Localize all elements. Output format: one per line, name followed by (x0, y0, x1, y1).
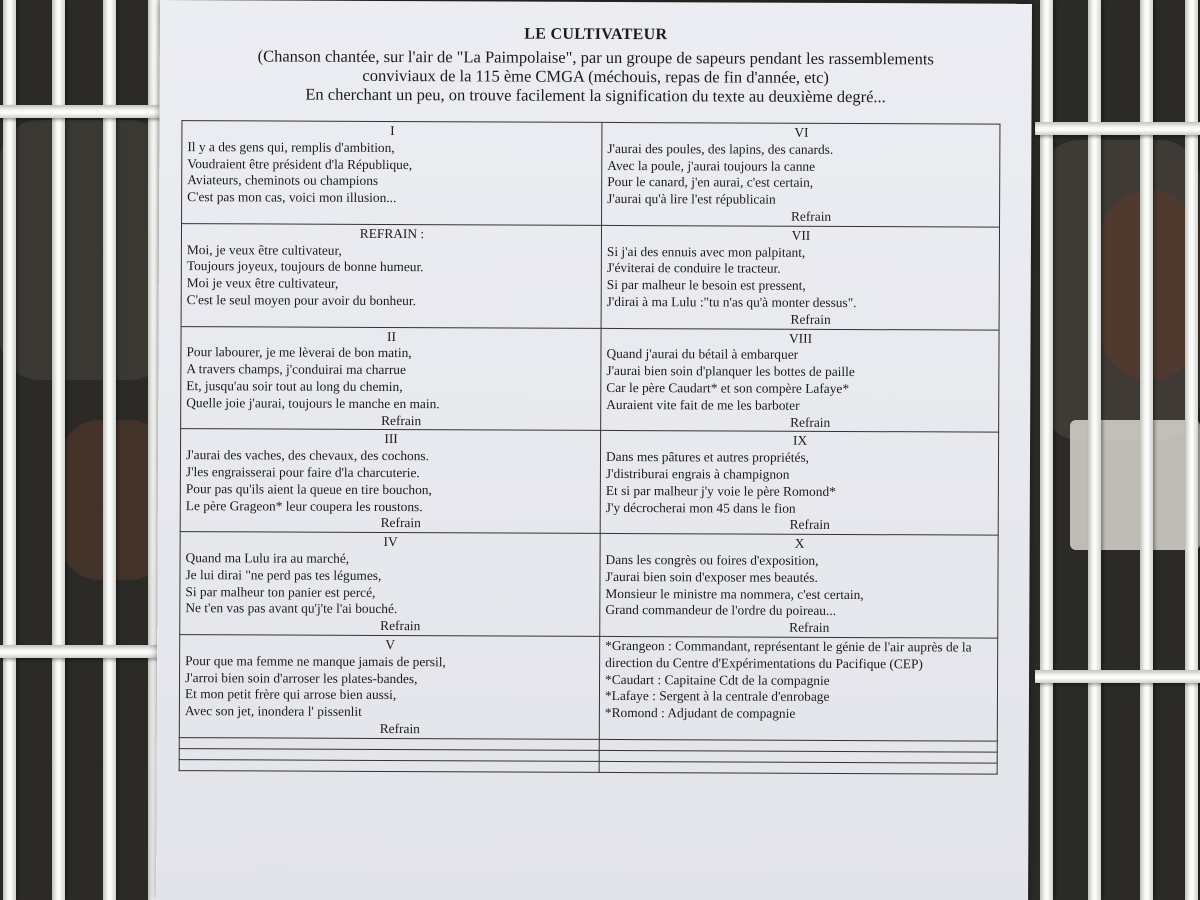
verse-row (181, 326, 999, 432)
verse-cell (180, 429, 600, 534)
verse-row (179, 634, 997, 740)
refrain-marker: Refrain (789, 517, 830, 533)
verse-line: Pour pas qu'ils aient la queue en tire bouchon, (185, 480, 432, 497)
verse-line: Auraient vite fait de me les barboter (606, 396, 800, 413)
verse-cell (181, 326, 601, 431)
grid-bar-horizontal (1035, 122, 1200, 135)
grid-bar-vertical (3, 0, 16, 900)
verse-line: J'aurai des poules, des lapins, des canards. (607, 140, 834, 157)
verse-line: Et, jusqu'au soir tout au long du chemin, (186, 378, 403, 395)
verse-line: J'aurai qu'à lire l'est républicain (607, 191, 776, 207)
refrain-marker: Refrain (790, 414, 831, 430)
verse-cell (182, 121, 602, 226)
empty-row (179, 759, 997, 774)
empty-cell (599, 761, 997, 774)
verse-cell (600, 534, 998, 639)
grid-bar-vertical (1088, 0, 1101, 900)
refrain-marker: Refrain (381, 412, 422, 428)
song-sheet (156, 0, 1032, 900)
verse-line: J'aurai des vaches, des chevaux, des cochons. (185, 447, 430, 464)
verse-line: Avec son jet, inondera l' pissenlit (184, 703, 362, 719)
refrain-marker: Refrain (789, 619, 830, 636)
verse-line: Aviateurs, cheminots ou champions (187, 172, 379, 189)
verse-line: Si par malheur ton panier est percé, (185, 583, 376, 600)
verse-cell (179, 634, 599, 739)
verse-line: Je lui dirai "ne perd pas tes légumes, (185, 566, 382, 583)
subtitle-line: (Chanson chantée, sur l'air de "La Paimpolaise", par un groupe de sapeurs pendant les rassemblements (257, 46, 934, 69)
verse-number: VII (791, 227, 811, 243)
verse-line: C'est pas mon cas, voici mon illusion... (187, 189, 397, 206)
verse-line: Toujours joyeux, toujours de bonne humeur. (186, 258, 424, 275)
verse-line: Le père Grageon* leur coupera les roustons. (185, 497, 423, 514)
footnote-line: *Caudart : Capitaine Cdt de la compagnie (605, 671, 830, 688)
verse-line: J'aurai bien soin d'exposer mes beautés. (605, 568, 818, 585)
verse-number: VI (794, 124, 809, 140)
page-title: LE CULTIVATEUR (524, 25, 668, 44)
verse-line: Dans mes pâtures et autres propriétés, (605, 449, 810, 465)
verse-line: J'aurai bien soin d'planquer les bottes de paille (606, 363, 855, 380)
footnote-line: *Grangeon : Commandant, représentant le génie de l'air auprès de la direction du Centre d'Expérimentations du Pacifique (CEP) (605, 637, 972, 672)
verse-number: II (387, 328, 397, 344)
verse-line: Car le père Caudart* et son compère Lafaye* (606, 379, 850, 396)
verse-cell (180, 532, 600, 637)
verse-cell (601, 225, 999, 330)
page-subtitle (160, 46, 1032, 107)
verse-row (182, 121, 1000, 227)
verse-number: X (794, 535, 805, 551)
verse-line: Quand ma Lulu ira au marché, (185, 550, 350, 566)
lyrics-table (179, 120, 1001, 774)
verse-number: V (385, 636, 396, 652)
grid-bar-horizontal (0, 105, 165, 118)
grid-bar-vertical (1185, 0, 1198, 900)
background-patch (0, 120, 170, 380)
verse-row (181, 223, 999, 329)
grid-bar-horizontal (1035, 670, 1200, 683)
verse-line: Ne t'en vas pas avant qu'j'te l'ai bouché. (185, 600, 398, 617)
grid-bar-vertical (103, 0, 116, 900)
empty-cell (179, 759, 599, 772)
verse-line: Si par malheur le besoin est pressent, (606, 277, 806, 293)
verse-line: Pour labourer, je me lèverai de bon matin, (186, 344, 412, 361)
verse-number: IX (792, 433, 808, 449)
verse-line: Si j'ai des ennuis avec mon palpitant, (606, 243, 806, 260)
refrain-marker: Refrain (790, 311, 831, 327)
verse-number: III (384, 431, 398, 447)
verse-row (180, 429, 998, 535)
verse-line: J'arroi bien soin d'arroser les plates-bandes, (185, 669, 418, 686)
verse-number: REFRAIN : (359, 225, 425, 241)
footnote-line: *Romond : Adjudant de compagnie (604, 705, 796, 721)
verse-number: VIII (788, 330, 813, 346)
grid-bar-vertical (1040, 0, 1053, 900)
grid-bar-horizontal (0, 645, 165, 658)
verse-line: Grand commandeur de l'ordre du poireau... (605, 602, 837, 619)
refrain-marker: Refrain (790, 208, 832, 224)
verse-cell (601, 328, 999, 433)
verse-line: J'les engraisserai pour faire d'la charcuterie. (185, 464, 420, 481)
refrain-marker: Refrain (379, 720, 420, 737)
verse-number: I (390, 123, 395, 139)
verse-line: Et mon petit frère qui arrose bien aussi, (184, 686, 397, 703)
refrain-marker: Refrain (380, 618, 421, 634)
verse-line: Dans les congrès ou foires d'exposition, (605, 551, 819, 568)
verse-line: Pour que ma femme ne manque jamais de persil, (185, 652, 446, 669)
verse-line: Pour le canard, j'en aurai, c'est certain, (607, 174, 814, 191)
subtitle-line: En cherchant un peu, on trouve facilement la signification du texte au deuxième degré... (305, 84, 886, 107)
verse-line: J'dirai à ma Lulu :"tu n'as qu'à monter dessus". (606, 293, 857, 311)
verse-cell (181, 223, 601, 328)
lyrics-table-body (179, 121, 1000, 774)
verse-line: Voudraient être président d'la République, (187, 155, 413, 172)
verse-line: Monsieur le ministre ma nommera, c'est certain, (605, 585, 864, 602)
verse-cell (600, 431, 998, 536)
footnote-line: *Lafaye : Sergent à la centrale d'enrobage (604, 688, 830, 705)
verse-line: J'y décrocherai mon 45 dans le fion (605, 499, 796, 516)
verse-number: IV (383, 534, 398, 550)
verse-row (180, 532, 998, 638)
verse-line: Avec la poule, j'aurai toujours la canne (607, 157, 816, 174)
refrain-marker: Refrain (380, 515, 421, 531)
verse-line: J'éviterai de conduire le tracteur. (606, 260, 781, 277)
grid-bar-vertical (52, 0, 65, 900)
verse-line: Quelle joie j'aurai, toujours le manche en main. (186, 394, 440, 411)
footnotes-cell (599, 636, 997, 741)
verse-cell (602, 122, 1000, 227)
verse-line: Moi, je veux être cultivateur, (186, 241, 342, 258)
verse-line: Et si par malheur j'y voie le père Romond* (605, 482, 836, 499)
verse-line: A travers champs, j'conduirai ma charrue (186, 361, 406, 378)
verse-line: Il y a des gens qui, remplis d'ambition, (187, 138, 395, 155)
grid-bar-vertical (1140, 0, 1153, 900)
verse-line: Moi je veux être cultivateur, (186, 275, 339, 291)
verse-line: C'est le seul moyen pour avoir du bonheur. (186, 292, 417, 309)
verse-line: J'distriburai engrais à champignon (605, 465, 790, 482)
subtitle-line: conviviaux de la 115 ème CMGA (méchouis, repas de fin d'année, etc) (362, 65, 829, 87)
verse-line: Quand j'aurai du bétail à embarquer (606, 346, 799, 363)
